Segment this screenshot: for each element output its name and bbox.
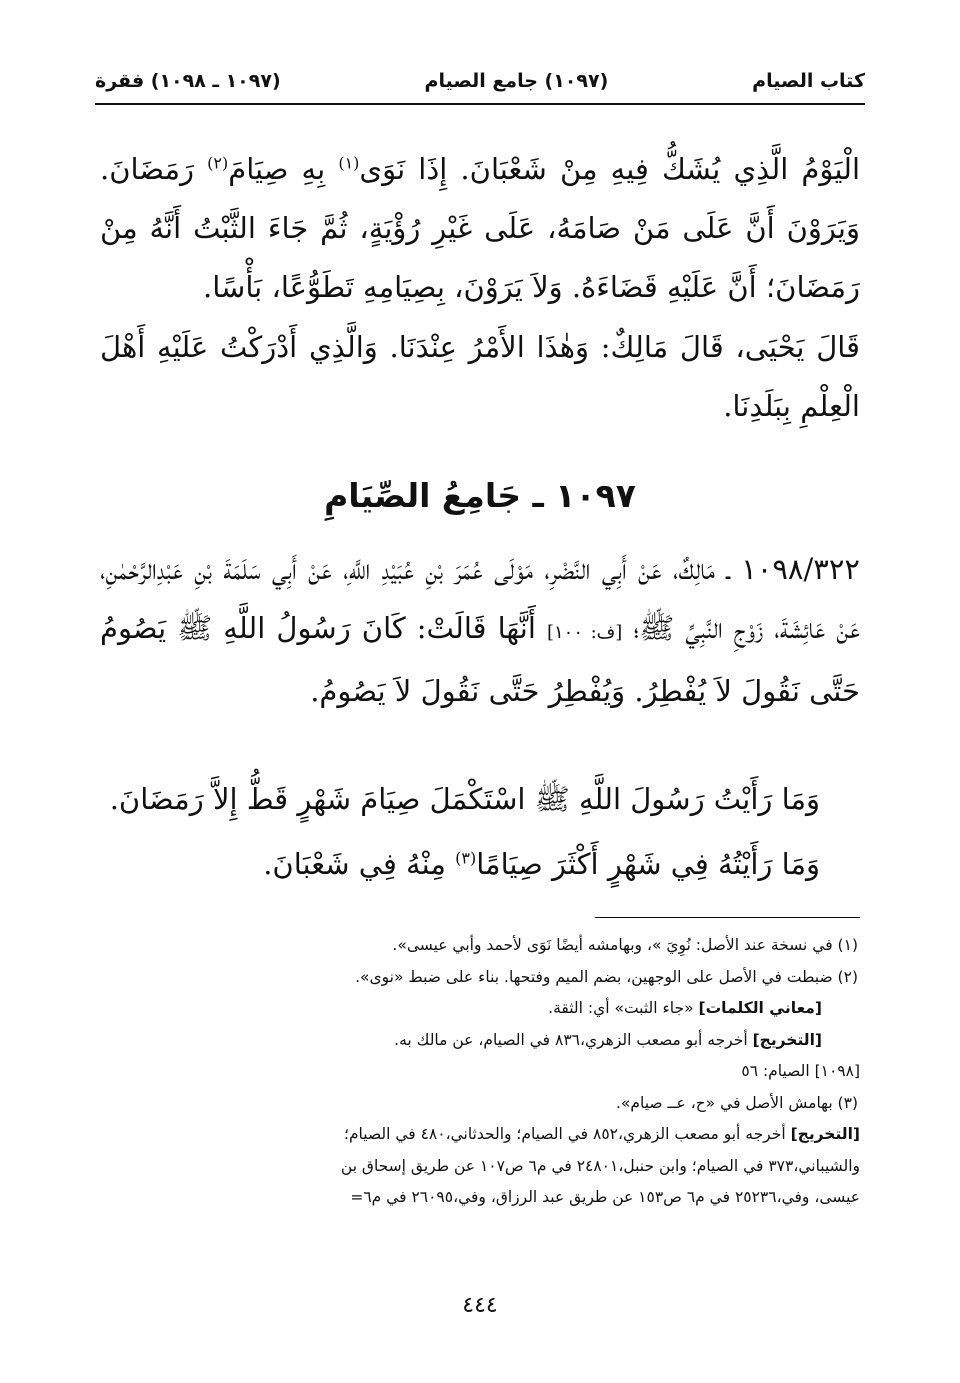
paragraph-5	[100, 835, 860, 894]
paragraph-2	[100, 318, 860, 436]
footnote-ref-3[interactable]: (٣)	[455, 848, 477, 868]
footnote-2: (٢) ضبطت في الأصل على الوجهين، بضم الميم وفتحها. بناء على ضبط «نوى».	[355, 967, 858, 986]
section-title: ١٠٩٧ ـ جَامِعُ الصِّيَامِ	[324, 476, 636, 515]
hadith-text-a: ١٠٩٨/٣٢٢ ـ مَالِكٌ، عَنْ أَبِي النَّضْرِ، مَوْلَى عُمَرَ بْنِ عُبَيْدِ اللَّهِ، عَنْ أَبِي سَلَمَةَ بْنِ عَبْدِالرَّحْمٰنِ، عَنْ عَائِشَةَ، زَوْجِ النَّبِيِّ ﷺ؛	[100, 552, 861, 645]
takhrij-2-line-1	[100, 1119, 860, 1151]
paragraph-1-text-c: رَمَضَانَ. وَيَرَوْنَ أَنَّ عَلَى مَنْ صَامَهُ، عَلَى غَيْرِ رُؤْيَةٍ، ثُمَّ جَاءَ الثَّبْتُ أَنَّهُ مِنْ رَمَضَانَ؛ أَنَّ عَلَيْهِ قَضَاءَهُ. وَلاَ يَرَوْنَ، بِصِيَامِهِ تَطَوُّعًا، بَأْسًا.	[100, 152, 860, 304]
word-meanings-tag: [معاني الكلمات]	[698, 999, 822, 1017]
running-header	[95, 62, 865, 100]
footnote-3: (٣) بهامش الأصل في «ح، عــ صيام».	[615, 1093, 858, 1112]
paragraph-4	[100, 770, 860, 829]
footnote-ref-1[interactable]: (١)	[338, 153, 360, 173]
paragraph-1	[100, 140, 860, 317]
takhrij-1-text: أخرجه أبو مصعب الزهري،٨٣٦ في الصيام، عن مالك به.	[394, 1030, 753, 1049]
footnote-1: (١) في نسخة عند الأصل: نُوِيَ »، وبهامشه أيضًا نَوَى لأحمد وأبي عيسى».	[392, 936, 858, 954]
takhrij-2-tag: [التخريج]	[790, 1125, 860, 1143]
takhrij-2-line-3: عيسى، وفي،٢٥٢٣٦ في م٦ ص١٥٣ عن طريق عبد الرزاق، وفي،٢٦٠٩٥ في م٦=	[350, 1188, 860, 1206]
header-rule	[95, 103, 865, 105]
takhrij-1	[100, 1025, 860, 1057]
paragraph-2-text: قَالَ يَحْيَى، قَالَ مَالِكٌ: وَهٰذَا الأَمْرُ عِنْدَنَا. وَالَّذِي أَدْرَكْتُ عَلَيْهِ أَهْلَ الْعِلْمِ بِبَلَدِنَا.	[100, 330, 860, 423]
paragraph-5-text-a: وَمَا رَأَيْتُهُ فِي شَهْرٍ أَكْثَرَ صِيَامًا	[476, 847, 820, 881]
word-meanings	[100, 993, 860, 1025]
takhrij-2-text-1: أخرجه أبو مصعب الزهري،٨٥٢ في الصيام؛ والحدثاني،٤٨٠ في الصيام؛	[344, 1125, 791, 1143]
footnotes	[100, 930, 860, 1214]
hadith-reference: [١٠٩٨] الصيام: ٥٦	[741, 1062, 860, 1080]
header-paragraph-range: (١٠٩٧ ـ ١٠٩٨) فقرة	[95, 70, 281, 92]
paragraph-5-text-b: مِنْهُ فِي شَعْبَانَ.	[263, 847, 456, 881]
paragraph-1-text-a: الْيَوْمُ الَّذِي يُشَكُّ فِيهِ مِنْ شَعْبَانَ. إِذَا نَوَى	[359, 152, 860, 186]
fuad-number-marker: [ف: ١٠٠]	[546, 622, 623, 643]
header-chapter-title: (١٠٩٧) جامع الصيام	[424, 70, 609, 92]
header-book-title: كتاب الصيام	[752, 70, 865, 92]
takhrij-1-tag: [التخريج]	[752, 1030, 822, 1049]
paragraph-4-text: وَمَا رَأَيْتُ رَسُولَ اللَّهِ ﷺ اسْتَكْمَلَ صِيَامَ شَهْرٍ قَطُّ إِلاَّ رَمَضَانَ.	[109, 782, 820, 816]
takhrij-2-line-2: والشيباني،٣٧٣ في الصيام؛ وابن حنبل،٢٤٨٠١ في م٦ ص١٠٧ عن طريق إسحاق بن	[340, 1156, 860, 1175]
footnote-separator	[595, 917, 860, 918]
paragraph-1-text-b: بِهِ صِيَامَ	[228, 152, 339, 186]
page-number: ٤٤٤	[462, 1293, 498, 1318]
paragraph-3	[100, 540, 860, 721]
hadith-text-b: أَنَّهَا قَالَتْ: كَانَ رَسُولُ اللَّهِ ﷺ يَصُومُ حَتَّى نَقُولَ لاَ يُفْطِرُ. وَيُفْطِرُ حَتَّى نَقُولَ لاَ يَصُومُ.	[100, 611, 860, 708]
word-meanings-text: «جاء الثبت» أي: الثقة.	[548, 999, 699, 1017]
footnote-ref-2[interactable]: (٢)	[207, 153, 229, 173]
